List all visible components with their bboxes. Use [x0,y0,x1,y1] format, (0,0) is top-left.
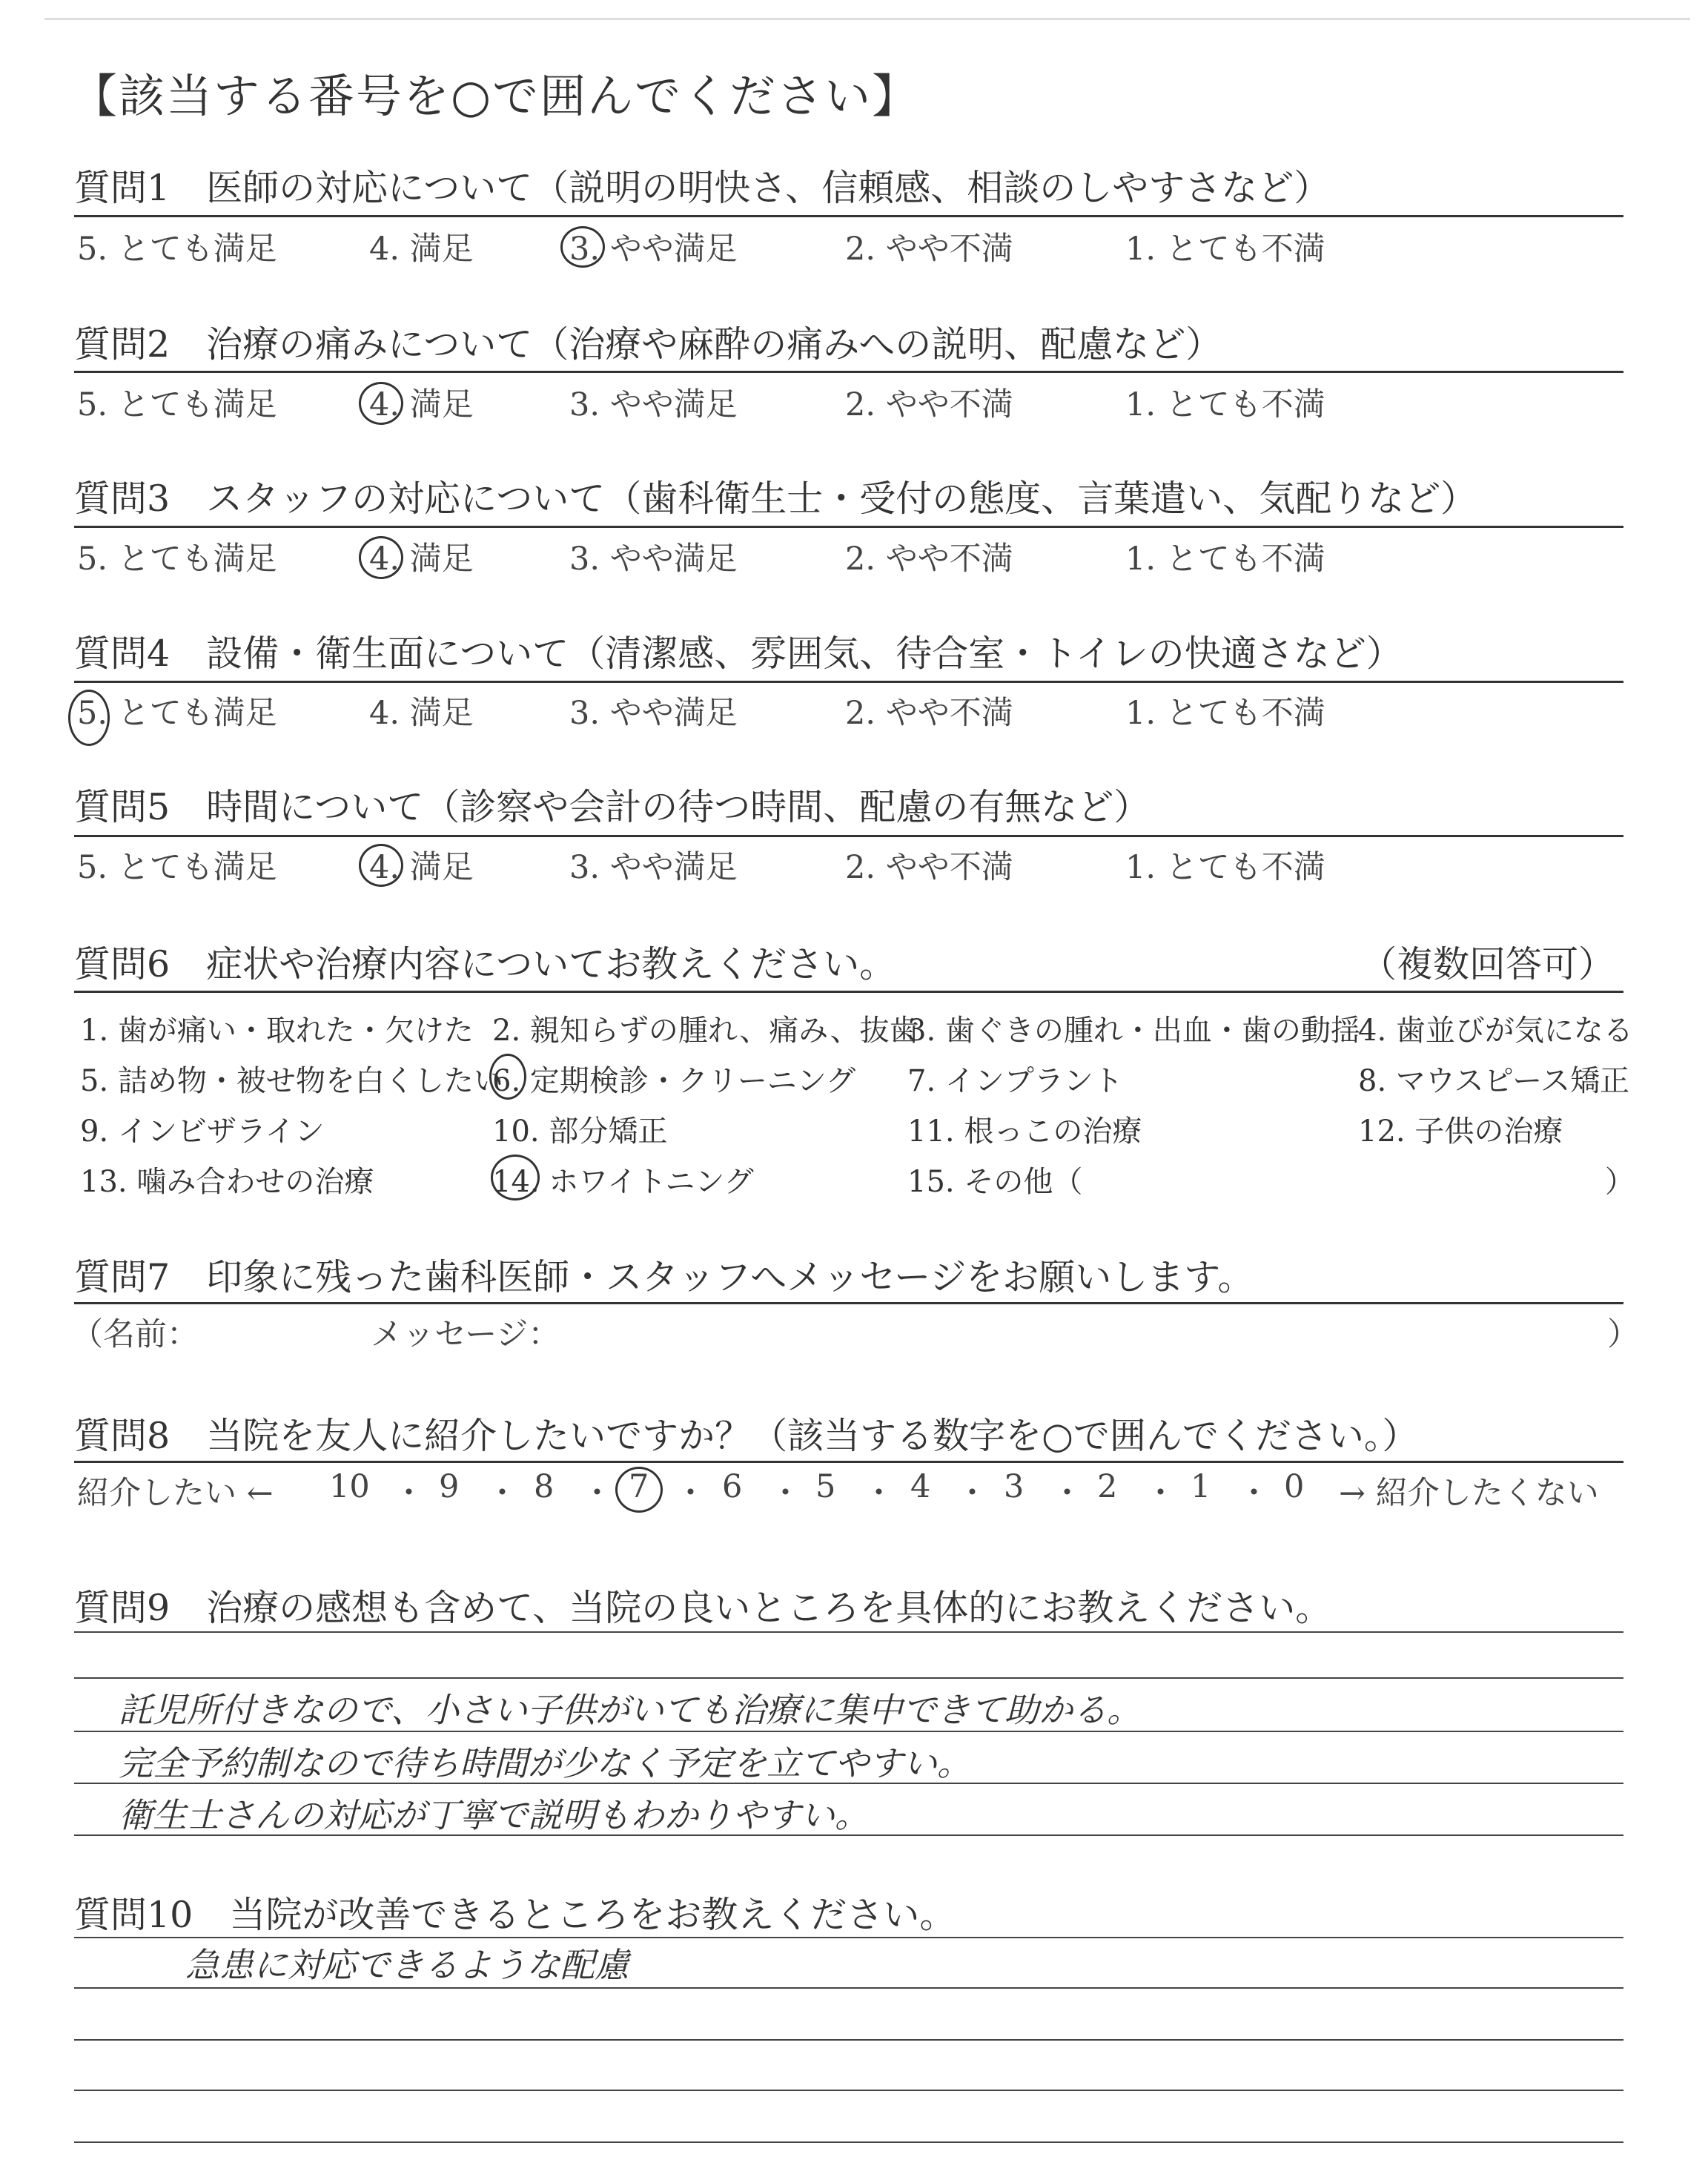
q3-option-2[interactable]: 2. やや不満 [845,541,1013,578]
q9-title: 質問9 治療の感想も含めて、当院の良いところを具体的にお教えください。 [74,1587,1332,1629]
q4-option-1[interactable]: 1. とても不満 [1125,695,1325,732]
q6-selected-circle-6 [489,1054,526,1100]
q8-sep: ・ [675,1475,706,1512]
q7-message-label: メッセージ： [371,1316,560,1353]
q1-option-4[interactable]: 4. 満足 [369,231,474,268]
q6-option-3[interactable]: 3. 歯ぐきの腫れ・出血・歯の動揺 [907,1014,1360,1048]
q8-value-4[interactable]: 4 [910,1468,931,1505]
q4-rule [74,681,1623,683]
q10-line-3 [74,2039,1623,2041]
q8-right-label: → 紹介したくない [1339,1475,1599,1512]
q6-option-10[interactable]: 10. 部分矯正 [492,1114,668,1149]
q3-selected-circle [359,536,403,579]
q8-value-3[interactable]: 3 [1004,1468,1025,1505]
q6-option-7[interactable]: 7. インプラント [907,1064,1123,1098]
q2-option-5[interactable]: 5. とても満足 [77,386,277,423]
q7-close-paren: ） [1607,1316,1639,1353]
q1-option-2[interactable]: 2. やや不満 [845,231,1013,268]
q9-answer-1: 託児所付きなので、小さい子供がいても治療に集中できて助かる。 [119,1690,1142,1730]
q6-option-13[interactable]: 13. 噛み合わせの治療 [80,1165,374,1199]
q2-title: 質問2 治療の痛みについて（治療や麻酔の痛みへの説明、配慮など） [74,323,1222,366]
q6-rule [74,991,1623,993]
q2-rule [74,371,1623,373]
q3-option-5[interactable]: 5. とても満足 [77,541,277,578]
q6-selected-circle-14 [491,1155,540,1200]
q5-title: 質問5 時間について（診察や会計の待つ時間、配慮の有無など） [74,786,1151,828]
q4-option-4[interactable]: 4. 満足 [369,695,474,732]
q8-sep: ・ [863,1475,895,1512]
q8-value-6[interactable]: 6 [722,1468,743,1505]
q8-sep: ・ [769,1475,801,1512]
q6-option-6[interactable]: 6. 定期検診・クリーニング [492,1064,856,1098]
q6-note: （複数回答可） [1360,943,1615,985]
q6-option-11[interactable]: 11. 根っこの治療 [907,1114,1142,1149]
q7-name-label: （名前： [71,1316,199,1353]
q6-option-8[interactable]: 8. マウスピース矯正 [1358,1064,1630,1098]
q8-value-0[interactable]: 0 [1284,1468,1305,1505]
q9-answer-2: 完全予約制なので待ち時間が少なく予定を立てやすい。 [119,1743,971,1783]
q5-option-2[interactable]: 2. やや不満 [845,849,1013,886]
q6-option-9[interactable]: 9. インビザライン [80,1114,325,1149]
q9-line-2 [74,1677,1623,1679]
q6-option-4[interactable]: 4. 歯並びが気になる [1358,1014,1633,1048]
q8-rule [74,1461,1623,1463]
q8-sep: ・ [1145,1475,1176,1512]
q3-rule [74,526,1623,528]
q4-option-2[interactable]: 2. やや不満 [845,695,1013,732]
q8-selected-circle [615,1467,663,1513]
q4-selected-circle [68,690,110,746]
q10-title: 質問10 当院が改善できるところをお教えください。 [74,1894,956,1936]
top-border [44,18,1690,20]
q8-value-2[interactable]: 2 [1097,1468,1118,1505]
q5-rule [74,835,1623,837]
q8-sep: ・ [1051,1475,1083,1512]
q8-value-9[interactable]: 9 [439,1468,460,1505]
q10-answer-1: 急患に対応できるような配慮 [185,1945,629,1985]
q9-answer-3: 衛生士さんの対応が丁寧で説明もわかりやすい。 [119,1795,869,1835]
q1-rule [74,215,1623,217]
q5-option-1[interactable]: 1. とても不満 [1125,849,1325,886]
q2-option-1[interactable]: 1. とても不満 [1125,386,1325,423]
q5-option-4[interactable]: 4. 満足 [369,849,474,886]
page-heading: 【該当する番号を○で囲んでください】 [71,69,920,123]
q6-option-1[interactable]: 1. 歯が痛い・取れた・欠けた [80,1014,474,1048]
q6-option-2[interactable]: 2. 親知らずの腫れ、痛み、抜歯 [492,1014,919,1048]
q8-sep: ・ [393,1475,425,1512]
q1-selected-circle [560,226,605,268]
q3-option-4[interactable]: 4. 満足 [369,541,474,578]
q8-value-7[interactable]: 7 [629,1468,649,1505]
q10-line-5 [74,2141,1623,2143]
q4-option-3[interactable]: 3. やや満足 [569,695,738,732]
q5-selected-circle [359,844,403,887]
q8-left-label: 紹介したい ← [77,1475,274,1512]
q8-title: 質問8 当院を友人に紹介したいですか？（該当する数字を○で囲んでください。） [74,1415,1419,1457]
q10-line-2 [74,1987,1623,1989]
q2-option-3[interactable]: 3. やや満足 [569,386,738,423]
q8-sep: ・ [1238,1475,1270,1512]
q2-selected-circle [359,382,403,425]
q6-option-15-close: ） [1605,1165,1635,1199]
q8-sep: ・ [581,1475,613,1512]
q2-option-2[interactable]: 2. やや不満 [845,386,1013,423]
q1-option-3[interactable]: 3. やや満足 [569,231,738,268]
q6-option-14[interactable]: 14. ホワイトニング [492,1165,754,1199]
q3-option-1[interactable]: 1. とても不満 [1125,541,1325,578]
q6-option-12[interactable]: 12. 子供の治療 [1358,1114,1563,1149]
q8-value-1[interactable]: 1 [1191,1468,1211,1505]
q7-title: 質問7 印象に残った歯科医師・スタッフへメッセージをお願いします。 [74,1256,1254,1298]
q1-title: 質問1 医師の対応について（説明の明快さ、信頼感、相談のしやすさなど） [74,167,1331,209]
q10-line-4 [74,2090,1623,2091]
q3-title: 質問3 スタッフの対応について（歯科衛生士・受付の態度、言葉遣い、気配りなど） [74,478,1477,520]
q2-option-4[interactable]: 4. 満足 [369,386,474,423]
q6-option-5[interactable]: 5. 詰め物・被せ物を白くしたい [80,1064,503,1098]
q4-option-5[interactable]: 5. とても満足 [77,695,277,732]
q1-option-5[interactable]: 5. とても満足 [77,231,277,268]
q5-option-5[interactable]: 5. とても満足 [77,849,277,886]
q9-line-1 [74,1631,1623,1633]
q3-option-3[interactable]: 3. やや満足 [569,541,738,578]
q4-title: 質問4 設備・衛生面について（清潔感、雰囲気、待合室・トイレの快適さなど） [74,633,1403,675]
q6-option-15[interactable]: 15. その他（ [907,1165,1083,1199]
q8-value-5[interactable]: 5 [815,1468,836,1505]
q8-value-8[interactable]: 8 [534,1468,555,1505]
q1-option-1[interactable]: 1. とても不満 [1125,231,1325,268]
q6-title: 質問6 症状や治療内容についてお教えください。 [74,943,896,985]
q5-option-3[interactable]: 3. やや満足 [569,849,738,886]
q8-sep: ・ [956,1475,988,1512]
q8-sep: ・ [486,1475,518,1512]
q7-rule [74,1302,1623,1304]
q8-value-10[interactable]: 10 [329,1468,370,1505]
